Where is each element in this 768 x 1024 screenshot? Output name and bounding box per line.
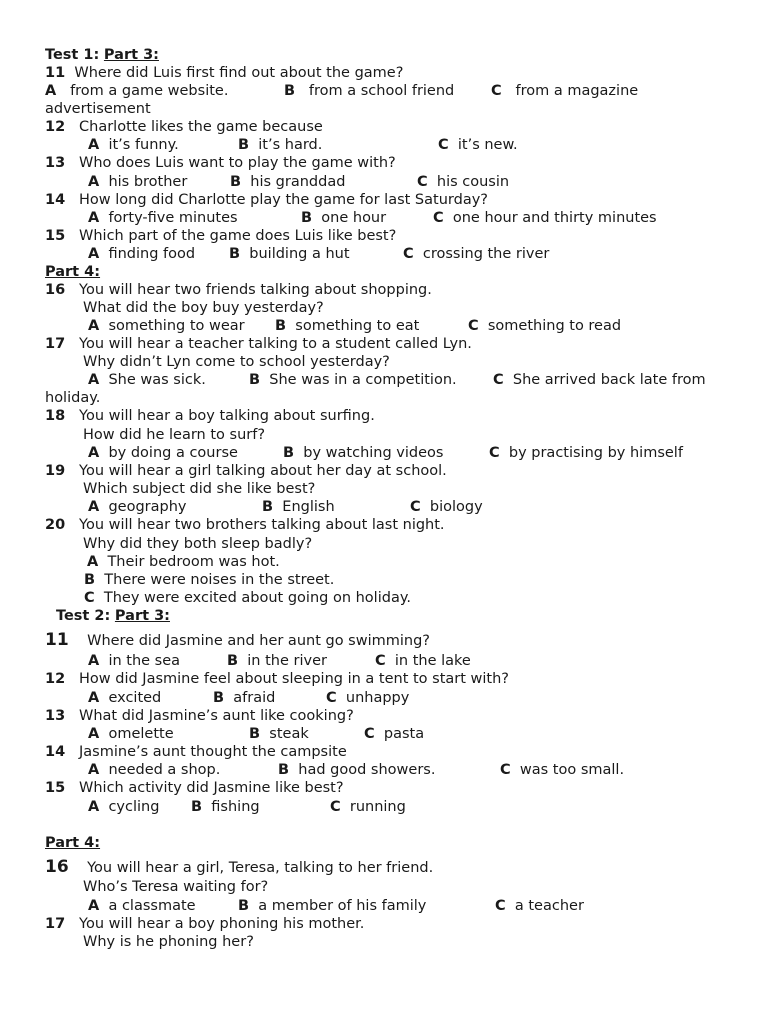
option-a: in the sea <box>108 653 181 669</box>
t2-q16 <box>45 858 433 877</box>
t2-q11-b <box>227 652 327 670</box>
option-b: his granddad <box>250 174 346 190</box>
question-subtext: Who’s Teresa waiting for? <box>83 879 269 895</box>
question-text: Jasmine’s aunt thought the campsite <box>79 744 347 760</box>
option-b: There were noises in the street. <box>104 572 335 588</box>
question-subtext: How did he learn to surf? <box>83 427 266 443</box>
option-letter: A <box>88 246 100 262</box>
option-c: by practising by himself <box>508 445 683 461</box>
question-number: 13 <box>45 708 66 724</box>
question-number: 15 <box>45 780 66 796</box>
option-letter: C <box>403 246 414 262</box>
option-b: by watching videos <box>303 445 444 461</box>
question-text: Which activity did Jasmine like best? <box>79 780 344 796</box>
option-letter: B <box>229 246 241 262</box>
option-letter: B <box>249 372 261 388</box>
t1-q19-c <box>410 498 483 516</box>
t1-q18-b <box>283 444 443 462</box>
test2-part3-heading: Part 3: <box>114 608 170 624</box>
option-letter: B <box>262 499 274 515</box>
t1-q12-a <box>88 136 179 154</box>
option-b: had good showers. <box>298 762 436 778</box>
t1-q16 <box>45 281 432 299</box>
option-a: something to wear <box>108 318 245 334</box>
option-c: one hour and thirty minutes <box>452 210 657 226</box>
test1-label: Test 1: <box>45 47 100 63</box>
t1-q11-options <box>45 82 228 100</box>
t1-q18 <box>45 407 375 425</box>
option-c: crossing the river <box>422 246 550 262</box>
test1-heading <box>45 46 159 64</box>
option-letter: C <box>489 445 500 461</box>
t1-q14-b <box>301 209 386 227</box>
question-text: You will hear a girl talking about her day at school. <box>79 463 447 479</box>
t1-q15-a <box>88 245 195 263</box>
option-letter: B <box>275 318 287 334</box>
t2-q14-a <box>88 761 220 779</box>
t1-q13 <box>45 154 396 172</box>
t1-q16-b <box>275 317 419 335</box>
question-subtext: Why is he phoning her? <box>83 934 254 950</box>
option-a: from a game website. <box>70 83 229 99</box>
t2-q12 <box>45 670 509 688</box>
t2-q15-b <box>191 798 260 816</box>
t1-q15 <box>45 227 396 245</box>
t2-q13 <box>45 707 354 725</box>
t2-q11-a <box>88 652 180 670</box>
option-a: by doing a course <box>108 445 238 461</box>
question-subtext: What did the boy buy yesterday? <box>83 300 324 316</box>
question-text: You will hear a boy talking about surfing. <box>79 408 375 424</box>
option-letter: A <box>88 898 100 914</box>
option-letter: C <box>326 690 337 706</box>
option-a: excited <box>108 690 162 706</box>
t2-q11-c <box>375 652 471 670</box>
option-b: it’s hard. <box>258 137 323 153</box>
t2-q16-a <box>88 897 196 915</box>
option-b: afraid <box>233 690 276 706</box>
option-b: something to eat <box>295 318 420 334</box>
option-a: forty-five minutes <box>108 210 238 226</box>
t1-q16-c <box>468 317 621 335</box>
t2-q12-b <box>213 689 275 707</box>
question-text: How did Jasmine feel about sleeping in a tent to start with? <box>79 671 510 687</box>
question-text: You will hear a boy phoning his mother. <box>79 916 365 932</box>
t2-q13-c <box>364 725 424 743</box>
t1-q11-option-c-cont: advertisement <box>45 101 151 117</box>
t2-q14-c <box>500 761 624 779</box>
question-text: You will hear two friends talking about shopping. <box>79 282 432 298</box>
option-c: from a magazine <box>515 83 639 99</box>
option-letter: B <box>278 762 290 778</box>
t1-q17-a <box>88 371 206 389</box>
option-c: his cousin <box>436 174 510 190</box>
option-letter: A <box>88 762 100 778</box>
option-letter: C <box>433 210 444 226</box>
t1-q11 <box>45 64 403 82</box>
option-c: in the lake <box>394 653 471 669</box>
question-number: 11 <box>45 65 66 81</box>
option-letter: A <box>88 137 100 153</box>
t1-q14-a <box>88 209 238 227</box>
question-number: 11 <box>45 630 69 650</box>
question-number: 14 <box>45 192 66 208</box>
t1-q17 <box>45 335 472 353</box>
t1-q17-c <box>493 371 706 389</box>
question-number: 16 <box>45 282 66 298</box>
option-letter: C <box>495 898 506 914</box>
question-text: You will hear a teacher talking to a student called Lyn. <box>79 336 472 352</box>
option-a: finding food <box>108 246 196 262</box>
option-c: biology <box>429 499 483 515</box>
option-b: one hour <box>321 210 387 226</box>
t1-q11-option-c-wrap <box>491 82 638 100</box>
t1-q15-b <box>229 245 350 263</box>
t2-q16-c <box>495 897 584 915</box>
t1-q13-b <box>230 173 345 191</box>
t2-q15 <box>45 779 344 797</box>
option-c-continued: holiday. <box>45 390 101 406</box>
option-c: running <box>349 799 406 815</box>
option-c: was too small. <box>519 762 625 778</box>
question-text: Charlotte likes the game because <box>79 119 323 135</box>
option-letter: C <box>364 726 375 742</box>
question-number: 16 <box>45 857 69 877</box>
question-number: 18 <box>45 408 66 424</box>
option-letter: A <box>88 653 100 669</box>
option-letter: B <box>230 174 242 190</box>
option-letter: B <box>191 799 203 815</box>
t1-q20-b <box>84 571 334 589</box>
option-letter: C <box>491 83 502 99</box>
option-c: They were excited about going on holiday. <box>103 590 411 606</box>
option-a: needed a shop. <box>108 762 221 778</box>
option-letter: B <box>249 726 261 742</box>
option-letter: C <box>375 653 386 669</box>
t1-q15-c <box>403 245 549 263</box>
option-letter: C <box>500 762 511 778</box>
option-a: Their bedroom was hot. <box>107 554 280 570</box>
question-number: 17 <box>45 336 66 352</box>
test1-part3-heading: Part 3: <box>103 47 159 63</box>
option-letter: A <box>88 174 100 190</box>
option-a: geography <box>108 499 187 515</box>
option-letter: B <box>238 137 250 153</box>
option-letter: A <box>88 372 100 388</box>
option-letter: A <box>88 318 100 334</box>
option-c: it’s new. <box>457 137 518 153</box>
option-letter: B <box>84 572 96 588</box>
question-text: You will hear a girl, Teresa, talking to her friend. <box>87 860 434 876</box>
t2-q14-b <box>278 761 435 779</box>
option-letter: A <box>45 83 57 99</box>
t1-q19 <box>45 462 447 480</box>
t1-q14-c <box>433 209 657 227</box>
question-subtext: Why did they both sleep badly? <box>83 536 313 552</box>
t1-q12-c <box>438 136 518 154</box>
option-c: pasta <box>383 726 425 742</box>
question-text: Where did Luis first find out about the game? <box>74 65 404 81</box>
test2-part4-heading: Part 4: <box>45 835 101 851</box>
option-letter: A <box>87 554 99 570</box>
option-letter: B <box>227 653 239 669</box>
option-letter: A <box>88 726 100 742</box>
option-letter: A <box>88 799 100 815</box>
t1-q12 <box>45 118 323 136</box>
question-number: 12 <box>45 119 66 135</box>
test2-label: Test 2: <box>56 608 111 624</box>
option-letter: B <box>301 210 313 226</box>
option-b: steak <box>269 726 309 742</box>
option-letter: C <box>417 174 428 190</box>
t2-q14 <box>45 743 347 761</box>
option-letter: A <box>88 690 100 706</box>
t1-q18-c <box>489 444 683 462</box>
question-text: Where did Jasmine and her aunt go swimming? <box>87 633 430 649</box>
t1-q13-a <box>88 173 187 191</box>
option-c: something to read <box>487 318 622 334</box>
option-letter: B <box>213 690 225 706</box>
option-letter: A <box>88 210 100 226</box>
test1-part4-heading: Part 4: <box>45 264 101 280</box>
t1-q19-a <box>88 498 186 516</box>
question-text: You will hear two brothers talking about last night. <box>79 517 445 533</box>
option-a: She was sick. <box>108 372 206 388</box>
option-a: a classmate <box>108 898 196 914</box>
option-letter: A <box>88 499 100 515</box>
option-a: his brother <box>108 174 188 190</box>
question-text: Which part of the game does Luis like best? <box>79 228 397 244</box>
option-b: building a hut <box>249 246 350 262</box>
t1-q12-b <box>238 136 322 154</box>
question-number: 13 <box>45 155 66 171</box>
option-c: She arrived back late from <box>512 372 706 388</box>
option-letter: C <box>330 799 341 815</box>
question-subtext: Which subject did she like best? <box>83 481 316 497</box>
t2-q13-b <box>249 725 309 743</box>
option-letter: C <box>468 318 479 334</box>
option-a: omelette <box>108 726 174 742</box>
t2-q11 <box>45 631 430 650</box>
option-b: from a school friend <box>308 83 455 99</box>
t1-q17-b <box>249 371 457 389</box>
option-b: She was in a competition. <box>269 372 457 388</box>
t2-q12-c <box>326 689 409 707</box>
option-letter: B <box>284 83 296 99</box>
t1-q20-a <box>87 553 280 571</box>
t1-q20 <box>45 516 445 534</box>
option-a: cycling <box>108 799 160 815</box>
t1-q18-a <box>88 444 238 462</box>
question-text: Who does Luis want to play the game with? <box>79 155 396 171</box>
t2-q15-a <box>88 798 159 816</box>
question-subtext: Why didn’t Lyn come to school yesterday? <box>83 354 390 370</box>
t1-q14 <box>45 191 488 209</box>
option-b: a member of his family <box>258 898 427 914</box>
question-number: 17 <box>45 916 66 932</box>
option-c: a teacher <box>514 898 584 914</box>
option-letter: C <box>84 590 95 606</box>
option-a: it’s funny. <box>108 137 179 153</box>
question-number: 12 <box>45 671 66 687</box>
option-b: English <box>282 499 335 515</box>
option-letter: C <box>438 137 449 153</box>
option-letter: B <box>238 898 250 914</box>
option-letter: B <box>283 445 295 461</box>
t1-q19-b <box>262 498 335 516</box>
t1-q13-c <box>417 173 509 191</box>
t2-q17 <box>45 915 364 933</box>
option-c: unhappy <box>345 690 410 706</box>
t2-q15-c <box>330 798 406 816</box>
question-number: 20 <box>45 517 66 533</box>
t1-q20-c <box>84 589 411 607</box>
test2-heading <box>56 607 170 625</box>
t2-q16-b <box>238 897 426 915</box>
option-letter: A <box>88 445 100 461</box>
option-b: in the river <box>247 653 327 669</box>
t1-q16-a <box>88 317 245 335</box>
t1-q11-option-b-wrap <box>284 82 454 100</box>
t2-q13-a <box>88 725 174 743</box>
option-letter: C <box>493 372 504 388</box>
question-number: 19 <box>45 463 66 479</box>
t2-q12-a <box>88 689 161 707</box>
question-number: 15 <box>45 228 66 244</box>
question-number: 14 <box>45 744 66 760</box>
question-text: What did Jasmine’s aunt like cooking? <box>79 708 354 724</box>
option-b: fishing <box>211 799 260 815</box>
option-letter: C <box>410 499 421 515</box>
question-text: How long did Charlotte play the game for last Saturday? <box>79 192 488 208</box>
